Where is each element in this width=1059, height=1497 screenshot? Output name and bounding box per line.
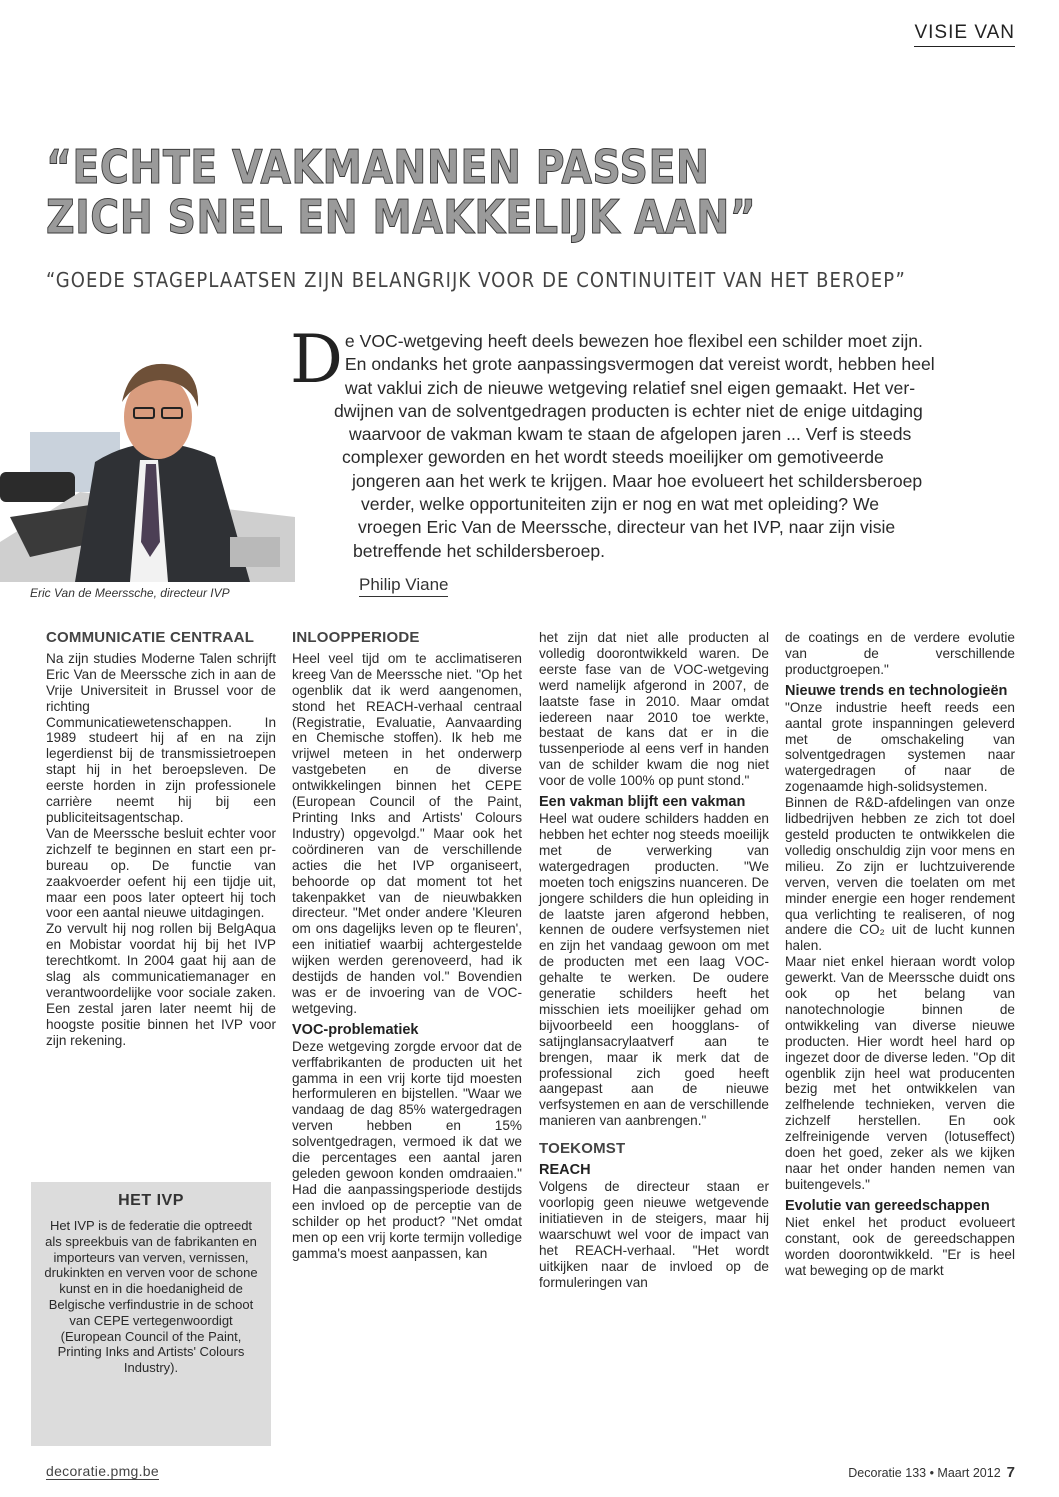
section-tag: VISIE VAN [914,22,1015,47]
intro-line: wat vaklui zich de nieuwe wetgeving relatief snel eigen gemaakt. Het ver- [344,377,916,398]
column-text: Heel wat oudere schilders hadden en hebben het echter nog steeds moeilijk met de verwerking van watergedragen producten. "We moeten toch enigszins nuanceren. De jongere schilders die hun opleiding in de laatste jaren afgerond hebben, kennen de oudere verfsystemen niet en zijn het vandaag gewoon om met de producten met een laag VOC-gehalte te werken. De oudere generatie schilders heeft het misschien iets moeilijker gehad om bijvoorbeeld een hoogglans- of satijnglansacrylaatverf aan te brengen, maar ik merk dat de professional zich goed heeft aangepast aan de nieuwe verfsystemen en aan de verschillende manieren van aanbrengen." [539,811,769,1129]
article-column-1 [46,630,276,1049]
phone [0,472,75,502]
column-text: Na zijn studies Moderne Talen schrijft Eric Van de Meerssche zich in aan de Vrije Universiteit in Brussel voor de richting Communicatiewetenschappen. In 1989 studeert hij af en na zijn legerdienst bij de transmissietroepen stapt hij in het beroepsleven. De eerste horden in zijn professionele carrière neemt hij bij een publiciteitsagentschap. Van de Meerssche besluit echter voor zichzelf te beginnen en start een pr-bureau op. De functie van zaakvoerder oefent hij een tijdje uit, maar een poos later opteert hij toch voor een aantal nieuwe uitdagingen. Zo vervult hij nog rollen bij BelgAqua en Mobistar voordat hij bij het IVP terechtkomt. In 2004 gaat hij aan de slag als communicatiemanager en verantwoordelijke voor sociale zaken. Een zestal jaren later neemt hij de hoogste positie binnen het IVP voor zijn rekening. [46,650,276,1048]
article-column-3 [539,630,769,1290]
column-text: Deze wetgeving zorgde ervoor dat de verffabrikanten de producten uit het gamma in een vrij korte tijd moesten herformuleren en bijstellen. "Waar we vandaag de dag 85% watergedragen verven hebben en 15% solventgedragen, vermoed ik dat we die percentages een aantal jaren geleden gewoon konden omdraaien." Had die aanpassingsperiode destijds een invloed op de perceptie van de schilder op het product? "Net omdat men op een vrij korte termijn volledige gamma's moest aanpassen, kan [292,1038,522,1261]
section-heading: COMMUNICATIE CENTRAAL [46,629,255,646]
intro-paragraph [290,321,935,563]
website-link[interactable]: decoratie.pmg.be [46,1463,159,1479]
author-byline: Philip Viane [359,575,448,597]
intro-line: dwijnen van de solventgedragen producten is echter niet de enige uitdaging [334,400,923,421]
article-column-2 [292,630,522,1261]
sub-heading: VOC-problematiek [292,1021,419,1038]
sidebar-text: Het IVP is de federatie die optreedt als spreekbuis van de fabrikanten en importeurs van verven, vernissen, drukinkten en verven voor de schone kunst en in die hoedanigheid de Belgische verfindustrie in de schoot van CEPE vertegenwoordigt (European Council of the Paint, Printing Inks and Artists' Colours Industry). [44,1218,258,1376]
intro-line: complexer geworden en het wordt steeds moeilijker om gemotiveerde [342,447,884,468]
headline-line-1: “ECHTE VAKMANNEN PASSEN [46,140,710,194]
sidebar-box [31,1182,271,1446]
section-heading: INLOOPPERIODE [292,629,420,646]
column-text: de coatings en de verdere evolutie van de verschillende productgroepen." [785,630,1015,677]
dropcap: D [290,321,343,398]
intro-line: jongeren aan het werk te krijgen. Maar hoe evolueert het schildersberoep [352,470,923,491]
column-text: Niet enkel het product evolueert constant, ook de gereedschappen worden doorontwikkeld. "Er is heel wat beweging op de markt [785,1214,1015,1278]
portrait-photo [0,342,295,582]
section-heading: TOEKOMST [539,1140,626,1158]
intro-line: e VOC-wetgeving heeft deels bewezen hoe flexibel een schilder moet zijn. [344,331,923,351]
issue-info: Decoratie 133 • Maart 2012 [848,1466,1001,1480]
intro-line: verder, welke opportuniteiten zijn er nog en wat met opleiding? We [361,494,880,515]
column-text: het zijn dat niet alle producten al volledig doorontwikkeld waren. De eerste fase van de VOC-wetgeving werd namelijk afgerond in 2007, de laatste fase in 2010. Maar omdat iedereen naar 2010 toe werkte, bestaat de kans dat er in die tussenperiode al eens verf in handen van de schilder kwam die nog niet voor de volle 100% op punt stond." [539,630,769,789]
sub-heading: Een vakman blijft een vakman [539,794,746,811]
column-text: "Onze industrie heeft reeds een aantal grote inspanningen geleverd met de omschakeling van solventgedragen systemen naar watergedragen of naar de zogenaamde high-solidsystemen. Binnen de R&D-afdelingen van onze lidbedrijven hebben ze zich tot doel gesteld producten te ontwikkelen die volledig onschuldig zijn voor mens en milieu. Zo zijn er luchtzuiverende verven, verven die toelaten om met minder energie een hoger rendement qua verlichting te realiseren, of nog andere die CO₂ uit de lucht kunnen halen. Maar niet enkel hieraan wordt volop gewerkt. Van de Meerssche duidt ons ook op het belang van nanotechnologie binnen de ontwikkeling van diverse nieuwe producten. Hier wordt heel hard op ingezet door de diverse leden. "Op dit ogenblik zijn heel wat producenten bezig met het ontwikkelen van zelfhelende technieken, verven die zichzelf herstellen. En ook zelfreinigende verven (lotuseffect) doen het goed, zeker als we kijken naar het onder handen nemen van buitengevels." [785,699,1015,1192]
sub-heading: Evolutie van gereedschappen [785,1197,990,1214]
photo-caption: Eric Van de Meerssche, directeur IVP [30,586,230,600]
column-text: Heel veel tijd om te acclimatiseren kreeg Van de Meerssche niet. "Op het ogenblik dat ik werd aangenomen, stond het REACH-verhaal centraal (Registratie, Evaluatie, Aanvaarding en Chemische stoffen). Ik heb me vrijwel meteen in het onderwerp vastgebeten en de diverse ontwikkelingen binnen het CEPE (European Council of the Paint, Printing Inks and Artists' Colours Industry) opgevolgd." Maar ook het coördineren van de verschillende acties die het IVP organiseert, behoorde op dat moment tot het takenpakket van de nieuwbakken directeur. "Met onder andere 'Kleuren om ons dagelijks leven op te fleuren', een initiatief waarbij achtergestelde wijken werden gerenoveerd, had ik destijds de handen vol." Bovendien was er de invoering van de VOC-wetgeving. [292,650,522,1016]
intro-line: waarvoor de vakman kwam te staan de afgelopen jaren ... Verf is steeds [349,424,912,445]
column-text: Volgens de directeur staan er voorlopig geen nieuwe wetgevende initiatieven in de steigers, maar hij waarschuwt wel voor de impact van het REACH-verhaal. "Het wordt uitkijken naar de invloed op de formuleringen van [539,1179,769,1290]
article-headline [46,142,872,242]
sidebar-title: HET IVP [118,1192,184,1209]
intro-line: betreffende het schildersberoep. [353,540,606,561]
sub-heading: Nieuwe trends en technologieën [785,682,1008,699]
footer-issue [848,1464,1015,1481]
headline-line-2: ZICH SNEL EN MAKKELIJK AAN” [46,190,757,244]
article-column-4 [785,630,1015,1278]
page-number: 7 [1006,1464,1015,1481]
intro-line: vroegen Eric Van de Meerssche, directeur van het IVP, naar zijn visie [358,517,896,538]
papers [230,537,280,567]
sub-heading: REACH [539,1162,591,1179]
article-subheadline: “GOEDE STAGEPLAATSEN ZIJN BELANGRIJK VOOR DE CONTINUITEIT VAN HET BEROEP” [46,268,906,292]
intro-line: En ondanks het grote aanpassingsvermogen dat vereist wordt, hebben heel [344,354,935,375]
